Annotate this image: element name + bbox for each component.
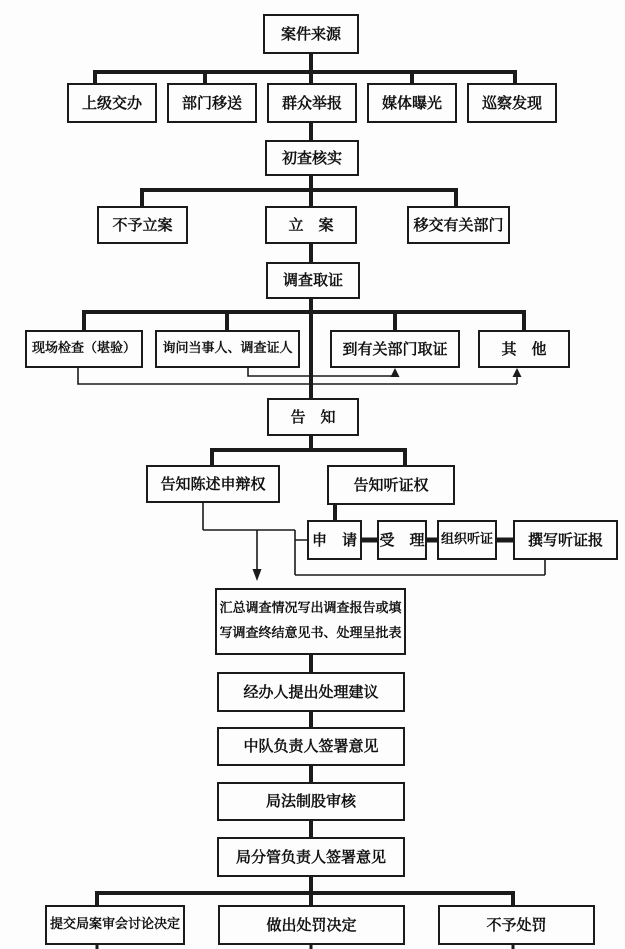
- arrow-down-summary-icon: [253, 569, 262, 581]
- node-case-source: 案件来源: [263, 14, 359, 54]
- node-transfer-related-dept: 移交有关部门: [407, 206, 510, 244]
- node-patrol-discovery: 巡察发现: [467, 83, 557, 123]
- bus-initial-check-outcomes: [142, 174, 456, 206]
- summary-report-line2: 写调查终结意见书、处理呈批表: [219, 625, 402, 641]
- node-initial-verification: 初查核实: [265, 140, 359, 176]
- node-apply: 申 请: [307, 520, 362, 560]
- bus-notification-rights: [212, 434, 405, 465]
- node-dept-evidence: 到有关部门取证: [330, 330, 460, 368]
- node-public-report: 群众举报: [267, 83, 357, 123]
- node-summary-report: [215, 588, 406, 655]
- node-punishment-decision: 做出处罚决定: [218, 905, 405, 945]
- node-superior-assign: 上级交办: [67, 83, 157, 123]
- node-bureau-leader-sign: 局分管负责人签署意见: [217, 837, 405, 877]
- node-investigation: 调查取证: [266, 262, 360, 299]
- node-case-committee: 提交局案审会讨论决定: [45, 905, 185, 945]
- arrow-up-dept-evidence-icon: [391, 368, 400, 377]
- bus-decision: [97, 891, 513, 905]
- node-handler-suggestion: 经办人提出处理建议: [217, 672, 405, 712]
- feedback-line-to-dept-evidence: [248, 367, 395, 376]
- node-filing: 立 案: [265, 206, 357, 244]
- node-media-exposure: 媒体曝光: [367, 83, 457, 123]
- node-no-punishment: 不予处罚: [438, 905, 595, 945]
- node-interview: 询问当事人、调查证人: [155, 330, 300, 368]
- node-other: 其 他: [478, 330, 570, 368]
- node-write-hearing-report: 撰写听证报: [513, 520, 618, 560]
- node-notification: 告 知: [267, 398, 359, 436]
- node-organize-hearing: 组织听证: [437, 520, 497, 560]
- stubs-bottom: [97, 945, 513, 949]
- arrow-up-other-icon: [513, 368, 522, 377]
- node-site-inspection: 现场检查（堪验）: [25, 330, 143, 368]
- node-no-filing: 不予立案: [97, 206, 188, 244]
- bus-case-sources: [95, 70, 515, 83]
- summary-report-line1: 汇总调查情况写出调查报告或填: [219, 600, 402, 616]
- node-statement-defense-right: 告知陈述申辩权: [146, 465, 280, 503]
- node-dept-transfer: 部门移送: [167, 83, 257, 123]
- node-accept: 受 理: [377, 520, 427, 560]
- node-legal-dept-review: 局法制股审核: [217, 782, 405, 821]
- node-hearing-right: 告知听证权: [327, 465, 455, 505]
- node-squad-leader-sign: 中队负责人签署意见: [217, 727, 405, 766]
